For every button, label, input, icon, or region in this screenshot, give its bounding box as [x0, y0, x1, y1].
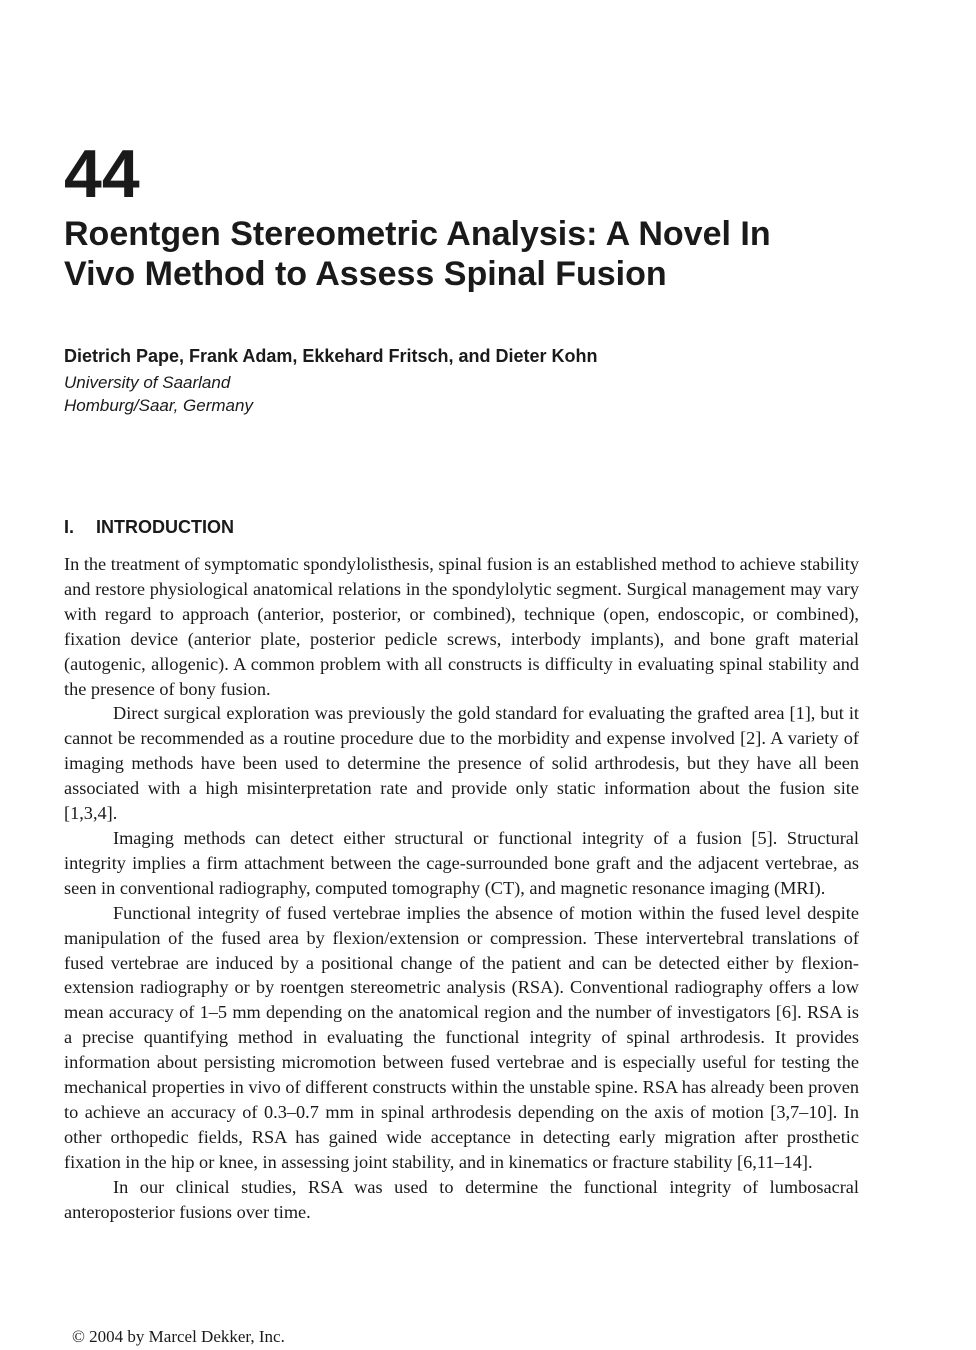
section-number: I.	[64, 517, 75, 537]
body-text	[64, 552, 859, 1224]
affiliation-university: University of Saarland	[64, 373, 231, 392]
chapter-number: 44	[64, 136, 140, 212]
section-title: INTRODUCTION	[96, 517, 234, 537]
paragraph-1: In the treatment of symptomatic spondylolisthesis, spinal fusion is an established method to achieve stability and restore physiological anatomical relations in the spondylolytic segment. Surgical management may vary with regard to approach (anterior, posterior, or combined), technique (open, endoscopic, or combined), fixation device (anterior plate, posterior pedicle screws, interbody implants), and bone graft material (autogenic, allogenic). A common problem with all constructs is difficulty in evaluating spinal stability and the presence of bony fusion.	[64, 554, 859, 699]
paragraph-4: Functional integrity of fused vertebrae implies the absence of motion within the fused level despite manipulation of the fused area by flexion/extension or compression. These intervertebral translations of fused vertebrae are induced by a positional change of the patient and can be detected either by flexion-extension radiography or by roentgen stereometric analysis (RSA). Conventional radiography offers a low mean accuracy of 1–5 mm depending on the anatomical region and the number of investigators [6]. RSA is a precise quantifying method in evaluating the functional integrity of spinal arthrodesis. It provides information about persisting micromotion between fused vertebrae and is especially useful for testing the mechanical properties in vivo of different constructs within the unstable spine. RSA has already been proven to achieve an accuracy of 0.3–0.7 mm in spinal arthrodesis depending on the axis of motion [3,7–10]. In other orthopedic fields, RSA has gained wide acceptance in detecting early migration after prosthetic fixation in the hip or knee, in assessing joint stability, and in kinematics or fracture stability [6,11–14].	[64, 902, 859, 1172]
affiliation	[64, 371, 253, 417]
chapter-title-line-1: Roentgen Stereometric Analysis: A Novel In	[64, 215, 771, 253]
affiliation-location: Homburg/Saar, Germany	[64, 396, 253, 415]
chapter-title-line-2: Vivo Method to Assess Spinal Fusion	[64, 255, 667, 293]
paragraph-2: Direct surgical exploration was previously the gold standard for evaluating the grafted area [1], but it cannot be recommended as a routine procedure due to the morbidity and expense involved [2]. A variety of imaging methods have been used to determine the presence of solid arthrodesis, but they have all been associated with a high misinterpretation rate and provide only static information about the fusion site [1,3,4].	[64, 703, 859, 824]
section-heading	[64, 514, 234, 540]
copyright-notice: © 2004 by Marcel Dekker, Inc.	[72, 1327, 285, 1346]
author-list: Dietrich Pape, Frank Adam, Ekkehard Fritsch, and Dieter Kohn	[64, 346, 598, 366]
paragraph-3: Imaging methods can detect either structural or functional integrity of a fusion [5]. Structural integrity implies a firm attachment between the cage-surrounded bone graft and the adjacent vertebrae, as seen in conventional radiography, computed tomography (CT), and magnetic resonance imaging (MRI).	[64, 827, 859, 898]
chapter-title	[64, 214, 904, 294]
paragraph-5: In our clinical studies, RSA was used to determine the functional integrity of lumbosacral anteroposterior fusions over time.	[64, 1176, 859, 1222]
